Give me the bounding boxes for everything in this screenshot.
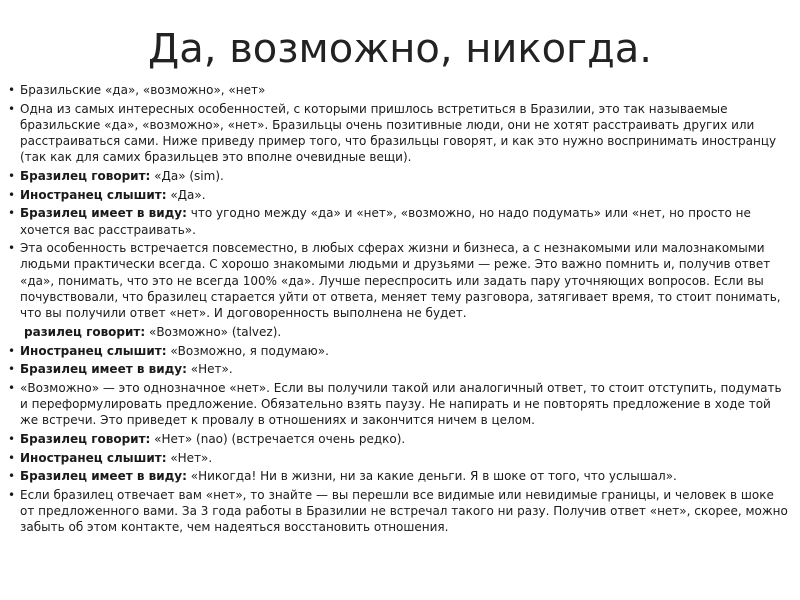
item-label: Иностранец слышит: — [20, 187, 167, 202]
item-label: Бразилец говорит: — [20, 169, 151, 184]
list-item — [8, 361, 792, 377]
item-text: Эта особенность встречается повсеместно, в любых сферах жизни и бизнеса, а с незнакомыми или малознакомыми людьми практически всегда. С хорошо знакомыми людьми и друзьями — реже. Это важно помнить и, получив ответ «да», понимать, что это не всегда 100% «да». Лучше переспросить или задать пару уточняющих вопросов. Если вы почувствовали, что бразилец старается уйти от ответа, меняет тему разговора, затягивает время, то стоит понимать, что вы получили ответ «нет». И договоренность выполнена не будет. — [20, 241, 781, 321]
item-text: «Нет». — [166, 450, 213, 465]
list-item — [8, 468, 792, 484]
item-text: что угодно между «да» и «нет», «возможно, но надо подумать» или «нет, но просто не хочется вас расстраивать». — [20, 206, 751, 237]
item-text: «Да». — [166, 187, 206, 202]
item-label: Бразилец имеет в виду: — [20, 362, 187, 377]
list-item — [8, 324, 792, 340]
list-item — [8, 431, 792, 447]
bullet-icon: • — [8, 101, 16, 116]
item-label: Бразилец говорит: — [20, 431, 151, 446]
list-item — [8, 82, 792, 98]
bullet-icon: • — [8, 187, 16, 202]
list-item — [8, 205, 792, 238]
item-text: «Да» (sim). — [150, 169, 224, 184]
item-label: Иностранец слышит: — [20, 343, 167, 358]
bullet-icon: • — [8, 343, 16, 358]
bullet-icon: • — [8, 450, 16, 465]
list-item — [8, 380, 792, 429]
bullet-icon: • — [8, 206, 16, 221]
list-item — [8, 101, 792, 166]
item-label: Бразилец имеет в виду: — [20, 469, 187, 484]
bullet-icon: • — [8, 469, 16, 484]
item-text: Если бразилец отвечает вам «нет», то знайте — вы перешли все видимые или невидимые границы, и человек в шоке от предложенного вами. За 3 года работы в Бразилии не встречал такого ни разу. Получив ответ «нет», скорее, можно забыть об этом контакте, чем надеяться восстановить отношения. — [20, 487, 788, 535]
list-item — [8, 168, 792, 184]
bullet-icon: • — [8, 431, 16, 446]
list-item — [8, 450, 792, 466]
bullet-icon: • — [8, 487, 16, 502]
list-item — [8, 187, 792, 203]
list-item — [8, 343, 792, 359]
item-text: «Возможно» (talvez). — [145, 324, 282, 339]
item-text: «Возможно» — это однозначное «нет». Если вы получили такой или аналогичный ответ, то стоит отступить, подумать и переформулировать предложение. Обязательно взять паузу. Не напирать и не повторять предложение в ходе той же встречи. Это приведет к провалу в отношениях и закончится ничем в целом. — [20, 380, 782, 428]
bullet-icon: • — [8, 169, 16, 184]
item-label: разилец говорит: — [24, 324, 146, 339]
item-text: «Нет» (nao) (встречается очень редко). — [150, 431, 406, 446]
item-text: «Нет». — [186, 362, 233, 377]
bullet-icon: • — [8, 380, 16, 395]
item-text: «Возможно, я подумаю». — [166, 343, 329, 358]
bullet-icon: • — [8, 362, 16, 377]
item-label: Бразилец имеет в виду: — [20, 206, 187, 221]
list-item — [8, 240, 792, 321]
list-item — [8, 487, 792, 536]
bullet-list — [8, 82, 792, 538]
item-text: Одна из самых интересных особенностей, с которыми пришлось встретиться в Бразилии, это так называемые бразильские «да», «возможно», «нет». Бразильцы очень позитивные люди, они не хотят расстраивать других или расстраиваться сами. Ниже приведу пример того, что бразильцы говорят, и как это нужно воспринимать иностранцу (так как для самих бразильцев это вполне очевидные вещи). — [20, 101, 777, 165]
bullet-icon: • — [8, 241, 16, 256]
bullet-icon: • — [8, 83, 16, 97]
slide-title: Да, возможно, никогда. — [148, 26, 652, 72]
item-text: «Никогда! Ни в жизни, ни за какие деньги. Я в шоке от того, что услышал». — [186, 469, 677, 484]
item-text: Бразильские «да», «возможно», «нет» — [20, 83, 266, 97]
item-label: Иностранец слышит: — [20, 450, 167, 465]
